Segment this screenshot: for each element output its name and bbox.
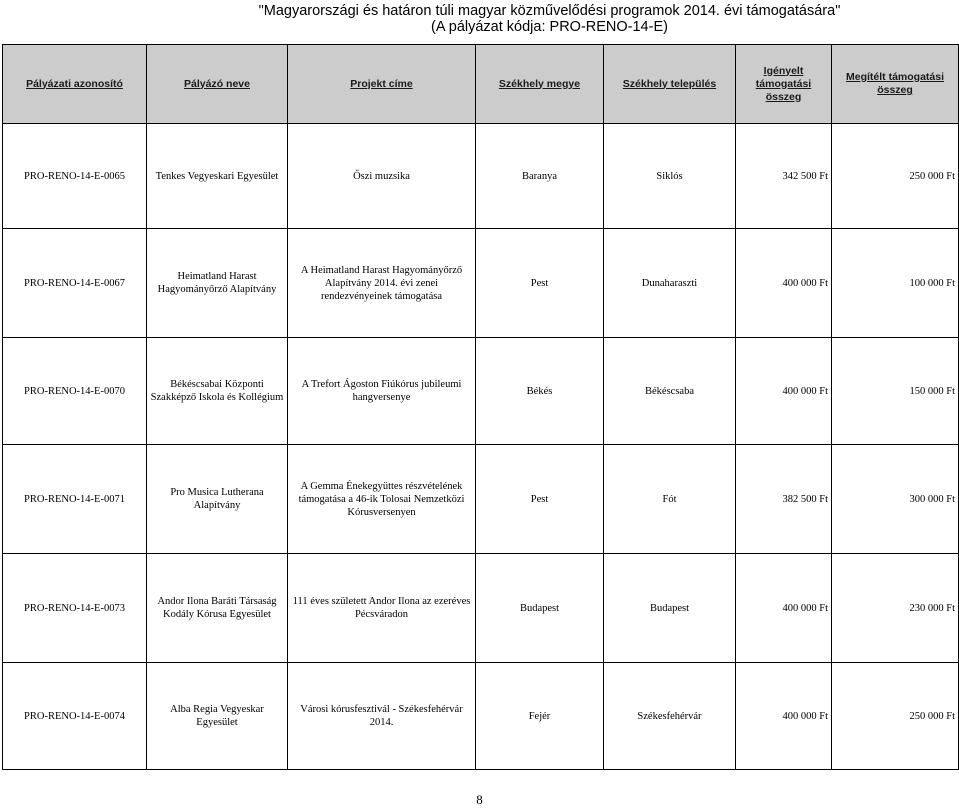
cell-requested: 400 000 Ft <box>736 338 832 445</box>
cell-id: PRO-RENO-14-E-0065 <box>3 124 147 229</box>
cell-awarded: 250 000 Ft <box>832 663 959 770</box>
cell-awarded: 100 000 Ft <box>832 229 959 338</box>
cell-requested: 382 500 Ft <box>736 445 832 554</box>
cell-applicant: Békéscsabai Központi Szakképző Iskola és Kollégium <box>147 338 288 445</box>
table-row <box>3 445 959 554</box>
table-header-row <box>3 45 959 124</box>
grant-results-table <box>2 44 959 770</box>
cell-awarded: 250 000 Ft <box>832 124 959 229</box>
cell-awarded: 300 000 Ft <box>832 445 959 554</box>
column-header-project: Projekt címe <box>288 45 476 124</box>
cell-id: PRO-RENO-14-E-0071 <box>3 445 147 554</box>
table-row <box>3 663 959 770</box>
cell-id: PRO-RENO-14-E-0073 <box>3 554 147 663</box>
cell-requested: 400 000 Ft <box>736 663 832 770</box>
column-header-awarded: Megítélt támogatási összeg <box>832 45 959 124</box>
cell-applicant: Heimatland Harast Hagyományőrző Alapítvány <box>147 229 288 338</box>
cell-city: Siklós <box>604 124 736 229</box>
cell-awarded: 150 000 Ft <box>832 338 959 445</box>
cell-project: A Trefort Ágoston Fiúkórus jubileumi hangversenye <box>288 338 476 445</box>
cell-county: Budapest <box>476 554 604 663</box>
cell-city: Békéscsaba <box>604 338 736 445</box>
cell-applicant: Pro Musica Lutherana Alapítvány <box>147 445 288 554</box>
cell-county: Baranya <box>476 124 604 229</box>
column-header-requested: Igényelt támogatási összeg <box>736 45 832 124</box>
cell-id: PRO-RENO-14-E-0074 <box>3 663 147 770</box>
cell-requested: 400 000 Ft <box>736 554 832 663</box>
cell-project: A Gemma Énekegyüttes részvételének támogatása a 46-ik Tolosai Nemzetközi Kórusversenyen <box>288 445 476 554</box>
cell-county: Pest <box>476 445 604 554</box>
cell-requested: 400 000 Ft <box>736 229 832 338</box>
cell-id: PRO-RENO-14-E-0067 <box>3 229 147 338</box>
cell-id: PRO-RENO-14-E-0070 <box>3 338 147 445</box>
cell-applicant: Andor Ilona Baráti Társaság Kodály Kórusa Egyesület <box>147 554 288 663</box>
cell-project: Városi kórusfesztivál - Székesfehérvár 2014. <box>288 663 476 770</box>
cell-requested: 342 500 Ft <box>736 124 832 229</box>
tender-code: (A pályázat kódja: PRO-RENO-14-E) <box>431 19 668 35</box>
column-header-city: Székhely település <box>604 45 736 124</box>
cell-city: Fót <box>604 445 736 554</box>
cell-city: Dunaharaszti <box>604 229 736 338</box>
document-header <box>0 0 959 44</box>
cell-county: Fejér <box>476 663 604 770</box>
document-title: "Magyarországi és határon túli magyar közművelődési programok 2014. évi támogatására" <box>258 3 841 19</box>
cell-project: 111 éves született Andor Ilona az ezeréves Pécsváradon <box>288 554 476 663</box>
cell-project: A Heimatland Harast Hagyományőrző Alapítvány 2014. évi zenei rendezvényeinek támogatása <box>288 229 476 338</box>
column-header-id: Pályázati azonosító <box>3 45 147 124</box>
cell-applicant: Alba Regia Vegyeskar Egyesület <box>147 663 288 770</box>
page-number: 8 <box>476 792 483 807</box>
column-header-county: Székhely megye <box>476 45 604 124</box>
cell-applicant: Tenkes Vegyeskari Egyesület <box>147 124 288 229</box>
cell-city: Székesfehérvár <box>604 663 736 770</box>
cell-awarded: 230 000 Ft <box>832 554 959 663</box>
table-row <box>3 554 959 663</box>
table-row <box>3 124 959 229</box>
cell-project: Őszi muzsika <box>288 124 476 229</box>
cell-county: Pest <box>476 229 604 338</box>
column-header-applicant: Pályázó neve <box>147 45 288 124</box>
table-row <box>3 229 959 338</box>
cell-city: Budapest <box>604 554 736 663</box>
cell-county: Békés <box>476 338 604 445</box>
table-row <box>3 338 959 445</box>
